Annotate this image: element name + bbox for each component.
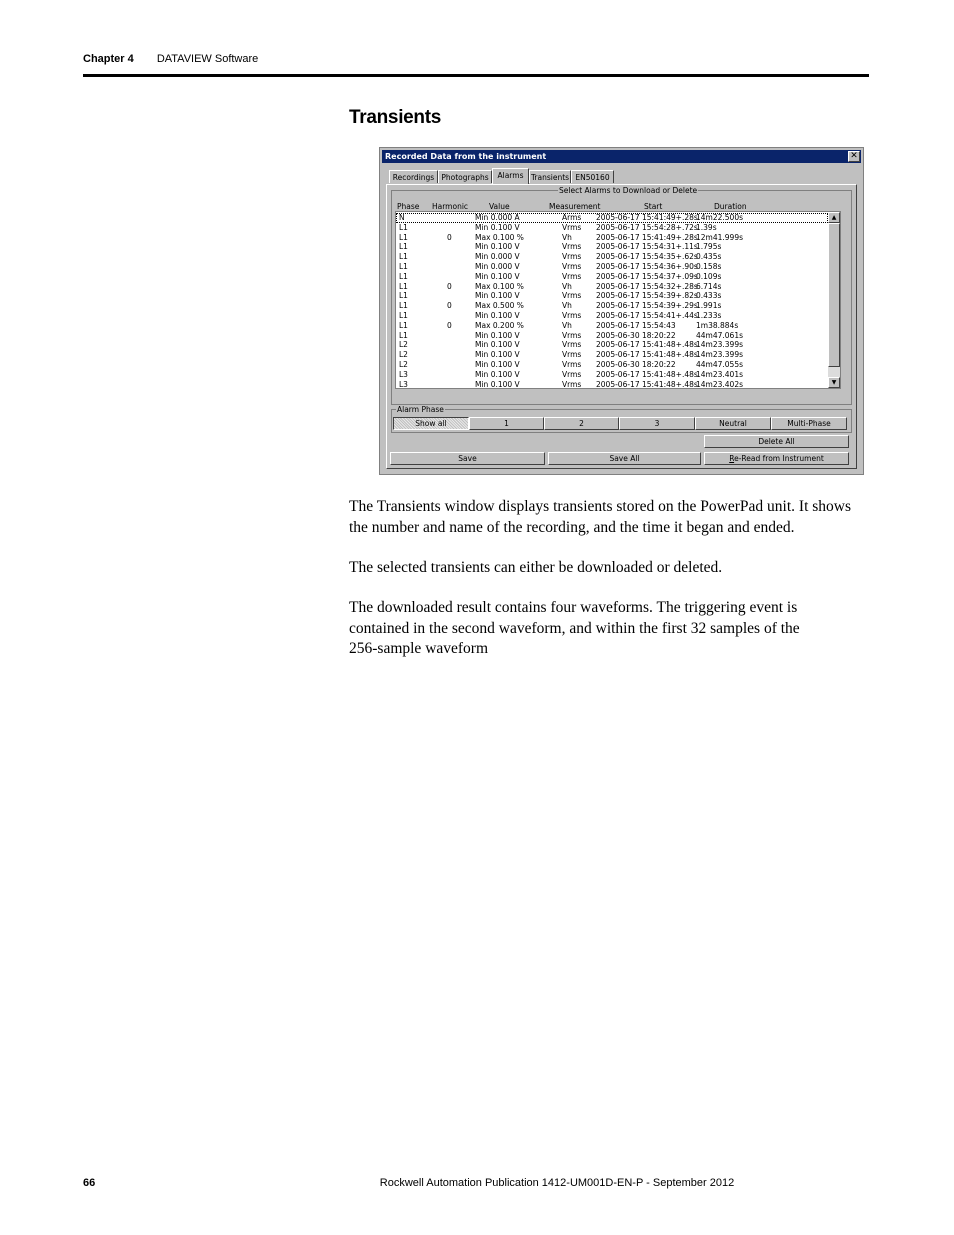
cell-measurement: Vrms [562, 379, 582, 389]
alarm-select-group [391, 186, 852, 405]
cell-value: Min 0.100 V [475, 340, 520, 350]
cell-measurement: Vh [562, 232, 572, 242]
tab-recordings[interactable]: Recordings [389, 170, 438, 183]
multi-phase-button[interactable]: Multi-Phase [771, 417, 847, 430]
cell-phase: L2 [399, 350, 408, 360]
cell-start: 2005-06-17 15:41:49+.28s [596, 232, 698, 242]
cell-duration: 14m22.500s [696, 213, 743, 222]
cell-duration: 1.991s [696, 301, 722, 311]
cell-phase: L1 [399, 242, 408, 252]
alarm-row[interactable] [396, 242, 828, 252]
cell-start: 2005-06-17 15:41:48+.48s [596, 350, 698, 360]
scroll-up-icon[interactable]: ▲ [828, 212, 840, 223]
cell-start: 2005-06-17 15:54:36+.90s [596, 262, 698, 271]
tab-photographs[interactable]: Photographs [438, 170, 492, 183]
cell-start: 2005-06-17 15:54:28+.72s [596, 222, 698, 232]
alarm-list[interactable] [395, 211, 841, 389]
alarm-row[interactable] [396, 233, 828, 243]
cell-measurement: Vrms [562, 360, 582, 369]
publication-line: Rockwell Automation Publication 1412-UM001D-EN-P - September 2012 [379, 1177, 735, 1189]
cell-duration: 0.435s [696, 252, 722, 262]
cell-duration: 0.433s [696, 291, 722, 301]
cell-duration: 0.109s [696, 271, 722, 281]
cell-start: 2005-06-17 15:54:41+.44s [596, 311, 698, 320]
publication-footer [0, 1177, 954, 1189]
cell-duration: 14m23.401s [696, 369, 743, 379]
cell-measurement: Vrms [562, 242, 582, 252]
alarms-panel [386, 184, 857, 469]
page-title: Transients [349, 107, 442, 128]
alarm-row[interactable] [396, 350, 828, 360]
cell-duration: 44m47.055s [696, 360, 743, 369]
col-duration[interactable]: Duration [714, 202, 747, 211]
cell-duration: 1m38.884s [696, 320, 739, 330]
reread-button[interactable] [704, 452, 849, 465]
cell-measurement: Vrms [562, 311, 582, 320]
cell-value: Max 0.100 % [475, 232, 524, 242]
alarm-row[interactable] [396, 262, 828, 272]
cell-value: Max 0.100 % [475, 281, 524, 291]
cell-measurement: Vrms [562, 252, 582, 262]
alarm-row[interactable] [396, 252, 828, 262]
alarm-row[interactable] [396, 213, 828, 223]
cell-phase: L1 [399, 291, 408, 301]
paragraph-3: The downloaded result contains four waveforms. The triggering event is contained in the second waveform, and within the first 32 samples of the 256-sample waveform [349, 599, 800, 657]
close-icon[interactable]: ✕ [848, 151, 860, 162]
cell-phase: L1 [399, 262, 408, 271]
cell-duration: 12m41.999s [696, 232, 743, 242]
cell-measurement: Vrms [562, 330, 582, 340]
cell-value: Min 0.100 V [475, 330, 520, 340]
cell-duration: 0.158s [696, 262, 722, 271]
cell-measurement: Vrms [562, 350, 582, 360]
cell-start: 2005-06-17 15:54:31+.11s [596, 242, 698, 252]
cell-measurement: Vrms [562, 369, 582, 379]
cell-value: Min 0.100 V [475, 291, 520, 301]
cell-phase: L1 [399, 320, 408, 330]
cell-phase: L1 [399, 311, 408, 320]
cell-duration: 14m23.399s [696, 340, 743, 350]
phase-3-button[interactable]: 3 [619, 417, 695, 430]
scroll-down-icon[interactable]: ▼ [828, 377, 840, 388]
cell-start: 2005-06-17 15:54:37+.09s [596, 271, 698, 281]
cell-duration: 14m23.399s [696, 350, 743, 360]
alarm-row[interactable] [396, 311, 828, 321]
cell-value: Min 0.100 V [475, 242, 520, 252]
cell-duration: 14m23.402s [696, 379, 743, 389]
cell-value: Min 0.100 V [475, 311, 520, 320]
cell-start: 2005-06-17 15:54:39+.29s [596, 301, 698, 311]
cell-start: 2005-06-17 15:54:43 [596, 320, 676, 330]
cell-phase: L3 [399, 379, 408, 389]
cell-duration: 1.795s [696, 242, 722, 252]
cell-phase: L1 [399, 252, 408, 262]
cell-start: 2005-06-17 15:54:32+.28s [596, 281, 698, 291]
alarm-row[interactable] [396, 380, 828, 389]
cell-start: 2005-06-17 15:41:48+.48s [596, 369, 698, 379]
cell-value: Min 0.100 V [475, 222, 520, 232]
page-number: 66 [83, 1177, 96, 1189]
col-value[interactable]: Value [489, 202, 510, 211]
alarm-phase-group [391, 405, 852, 433]
phase-1-button[interactable]: 1 [469, 417, 544, 430]
phase-2-button[interactable]: 2 [544, 417, 619, 430]
cell-duration: 44m47.061s [696, 330, 743, 340]
cell-start: 2005-06-30 18:20:22 [596, 330, 676, 340]
vertical-scrollbar[interactable] [828, 212, 840, 388]
cell-duration: 1.39s [696, 222, 717, 232]
cell-phase: L1 [399, 281, 408, 291]
section-label: DATAVIEW Software [156, 53, 259, 65]
cell-phase: N [399, 213, 405, 222]
cell-start: 2005-06-30 18:20:22 [596, 360, 676, 369]
cell-phase: L3 [399, 369, 408, 379]
tab-alarms[interactable]: Alarms [492, 168, 529, 184]
cell-measurement: Arms [562, 213, 582, 222]
cell-start: 2005-06-17 15:54:35+.62s [596, 252, 698, 262]
cell-value: Min 0.000 V [475, 262, 520, 271]
paragraph-2: The selected transients can either be downloaded or deleted. [349, 559, 723, 576]
cell-value: Min 0.100 V [475, 369, 520, 379]
cell-start: 2005-06-17 15:41:48+.48s [596, 379, 698, 389]
cell-value: Min 0.100 V [475, 360, 520, 369]
col-harmonic[interactable]: Harmonic [432, 202, 469, 211]
cell-harmonic: 0 [447, 232, 452, 242]
header-rule [83, 74, 869, 77]
group-label: Select Alarms to Download or Delete [559, 186, 698, 195]
window-title: Recorded Data from the instrument [385, 152, 547, 161]
cell-phase: L1 [399, 301, 408, 311]
scroll-thumb[interactable] [828, 223, 840, 367]
save-button[interactable]: Save [390, 452, 545, 465]
col-measurement[interactable]: Measurement [549, 202, 601, 211]
neutral-button[interactable]: Neutral [695, 417, 771, 430]
window-titlebar [382, 150, 861, 163]
cell-harmonic: 0 [447, 281, 452, 291]
cell-duration: 1.233s [696, 311, 722, 320]
alarm-row[interactable] [396, 223, 828, 233]
cell-value: Min 0.100 V [475, 271, 520, 281]
cell-duration: 6.714s [696, 281, 722, 291]
chapter-label: Chapter 4 [83, 53, 134, 65]
cell-phase: L1 [399, 222, 408, 232]
cell-phase: L1 [399, 271, 408, 281]
alarm-row[interactable] [396, 272, 828, 282]
recorded-data-window [379, 147, 864, 475]
cell-measurement: Vh [562, 281, 572, 291]
cell-value: Min 0.100 V [475, 350, 520, 360]
alarm-row[interactable] [396, 370, 828, 380]
delete-all-button[interactable]: Delete All [704, 435, 849, 448]
alarm-row[interactable] [396, 282, 828, 292]
alarm-row[interactable] [396, 301, 828, 311]
running-header [83, 53, 258, 65]
paragraph-1: The Transients window displays transients stored on the PowerPad unit. It shows the number and name of the recording, and the time it began and ended. [349, 498, 852, 536]
tab-en50160[interactable]: EN50160 [571, 170, 614, 183]
cell-phase: L1 [399, 330, 408, 340]
show-all-button[interactable]: Show all [393, 417, 469, 430]
alarm-row[interactable] [396, 340, 828, 350]
cell-value: Min 0.000 V [475, 252, 520, 262]
cell-value: Max 0.200 % [475, 320, 524, 330]
cell-harmonic: 0 [447, 320, 452, 330]
cell-measurement: Vrms [562, 291, 582, 301]
cell-measurement: Vh [562, 301, 572, 311]
cell-measurement: Vh [562, 320, 572, 330]
col-phase[interactable]: Phase [397, 202, 420, 211]
alarm-row[interactable] [396, 331, 828, 341]
cell-measurement: Vrms [562, 271, 582, 281]
cell-measurement: Vrms [562, 262, 582, 271]
cell-measurement: Vrms [562, 340, 582, 350]
cell-start: 2005-06-17 15:41:49+.28s [596, 213, 698, 222]
alarm-row[interactable] [396, 360, 828, 370]
cell-value: Min 0.000 A [475, 213, 520, 222]
col-start[interactable]: Start [644, 202, 663, 211]
cell-harmonic: 0 [447, 301, 452, 311]
cell-value: Max 0.500 % [475, 301, 524, 311]
column-headers [395, 202, 835, 211]
cell-measurement: Vrms [562, 222, 582, 232]
cell-phase: L2 [399, 360, 408, 369]
cell-value: Min 0.100 V [475, 379, 520, 389]
reread-label: e-Read from Instrument [734, 454, 824, 463]
alarm-row[interactable] [396, 321, 828, 331]
alarm-phase-label: Alarm Phase [397, 405, 444, 414]
alarm-row[interactable] [396, 291, 828, 301]
cell-phase: L2 [399, 340, 408, 350]
reread-accelerator: R [729, 454, 735, 463]
cell-phase: L1 [399, 232, 408, 242]
tab-transients[interactable]: Transients [529, 170, 571, 183]
save-all-button[interactable]: Save All [548, 452, 701, 465]
cell-start: 2005-06-17 15:54:39+.82s [596, 291, 698, 301]
cell-start: 2005-06-17 15:41:48+.48s [596, 340, 698, 350]
